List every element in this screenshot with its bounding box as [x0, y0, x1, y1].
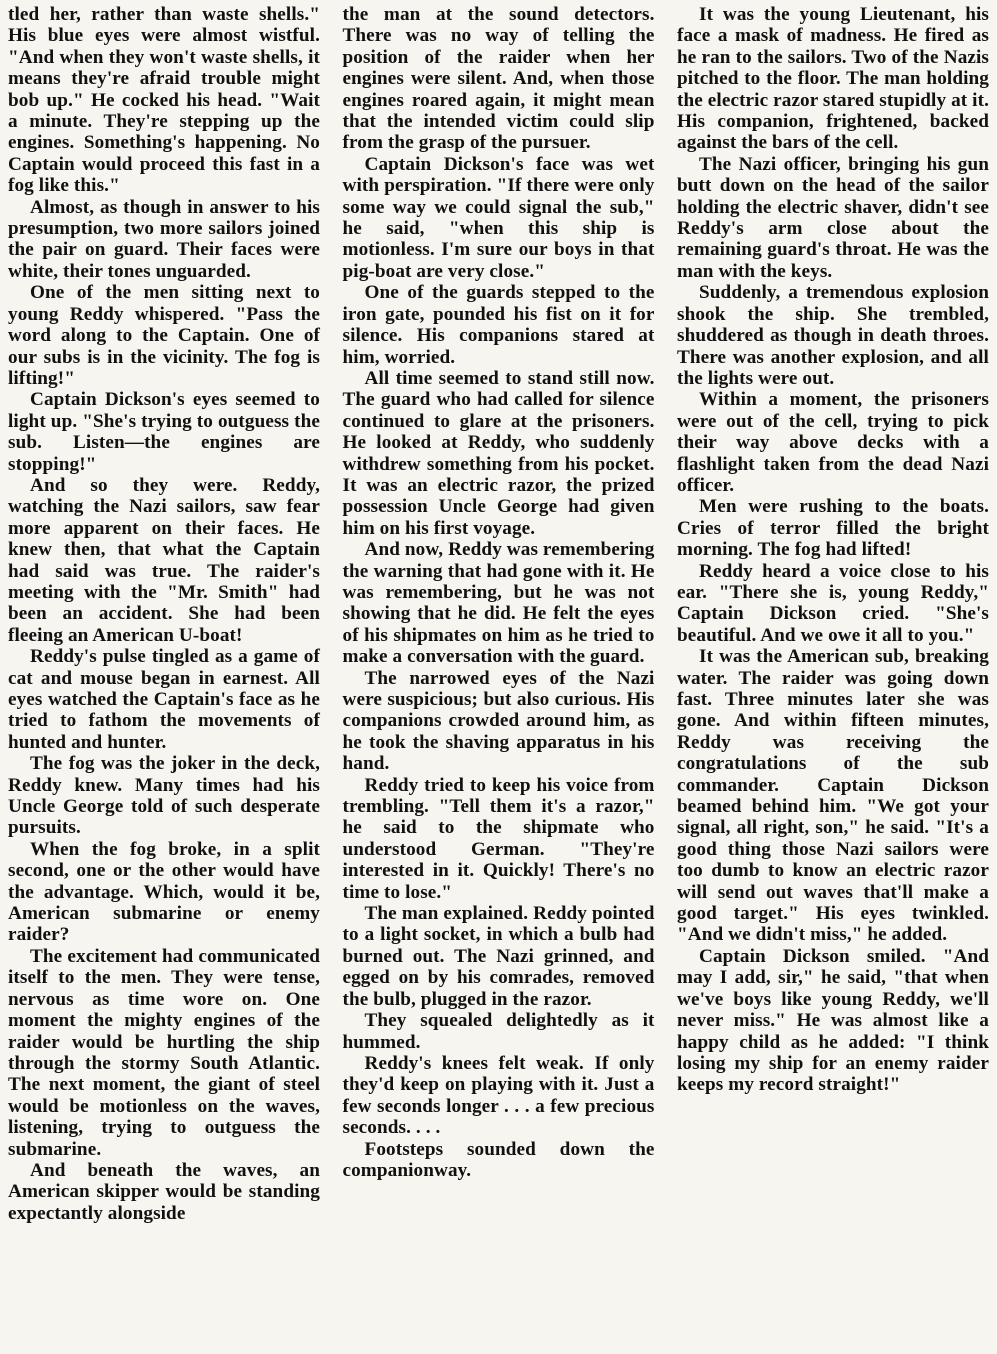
paragraph: The Nazi officer, bringing his gun butt down on the head of the sailor holding the electric shaver, didn't see Reddy's arm close about the remaining guard's throat. He was the man with the keys. [677, 153, 989, 282]
paragraph: Footsteps sounded down the companionway. [342, 1138, 655, 1181]
paragraph: The fog was the joker in the deck, Reddy knew. Many times had his Uncle George told of such desperate pursuits. [8, 753, 320, 839]
paragraph: One of the men sitting next to young Reddy whispered. "Pass the word along to the Captain. One of our subs is in the vicinity. The fog is lifting!" [8, 282, 320, 389]
paragraph: the man at the sound detectors. There was no way of telling the position of the raider when her engines were silent. And, when those engines roared again, it might mean that the intended victim could slip from the grasp of the pursuer. [342, 4, 655, 154]
paragraph: Captain Dickson's eyes seemed to light up. "She's trying to outguess the sub. Listen—the engines are stopping!" [8, 389, 320, 475]
text-column-3 [677, 4, 989, 1354]
paragraph: All time seemed to stand still now. The guard who had called for silence continued to glare at the prisoners. He looked at Reddy, who suddenly withdrew something from his pocket. It was an electric razor, the prized possession Uncle George had given him on his first voyage. [342, 367, 655, 539]
paragraph: And beneath the waves, an American skipper would be standing expectantly alongside [8, 1159, 320, 1224]
paragraph: tled her, rather than waste shells." His blue eyes were almost wistful. "And when they won't waste shells, it means they're afraid trouble might bob up." He cocked his head. "Wait a minute. They're stepping up the engines. Something's happening. No Captain would proceed this fast in a fog like this." [8, 4, 320, 197]
paragraph: One of the guards stepped to the iron gate, pounded his fist on it for silence. His companions stared at him, worried. [342, 282, 655, 368]
paragraph: Captain Dickson smiled. "And may I add, sir," he said, "that when we've boys like young Reddy, we'll never miss." He was almost like a happy child as he added: "I think losing my ship for an enemy raider keeps my record straight!" [677, 945, 989, 1096]
paragraph: Captain Dickson's face was wet with perspiration. "If there were only some way we could signal the sub," he said, "when this ship is motionless. I'm sure our boys in that pig-boat are very close." [342, 153, 655, 282]
paragraph: Reddy's pulse tingled as a game of cat and mouse began in earnest. All eyes watched the Captain's face as he tried to fathom the movements of hunted and hunter. [8, 646, 320, 753]
paragraph: The narrowed eyes of the Nazi were suspicious; but also curious. His companions crowded around him, as he took the shaving apparatus in his hand. [342, 667, 655, 775]
paragraph: Reddy heard a voice close to his ear. "There she is, young Reddy," Captain Dickson cried. "She's beautiful. And we owe it all to you." [677, 560, 989, 646]
paragraph: Suddenly, a tremendous explosion shook the ship. She trembled, shuddered as though in death throes. There was another explosion, and all the lights were out. [677, 282, 989, 389]
paragraph: And now, Reddy was remembering the warning that had gone with it. He was remembering, but he was not showing that he did. He felt the eyes of his shipmates on him as he tried to make a conversation with the guard. [342, 539, 655, 668]
paragraph: Reddy's knees felt weak. If only they'd keep on playing with it. Just a few seconds longer . . . a few precious seconds. . . . [342, 1052, 655, 1139]
paragraph: The excitement had communicated itself to the men. They were tense, nervous as time wore on. One moment the mighty engines of the raider would be hurtling the ship through the stormy South Atlantic. The next moment, the giant of steel would be motionless on the waves, listening, trying to outguess the submarine. [8, 945, 320, 1160]
paragraph: The man explained. Reddy pointed to a light socket, in which a bulb had burned out. The Nazi grinned, and egged on by his comrades, removed the bulb, plugged in the razor. [342, 903, 655, 1010]
paragraph: And so they were. Reddy, watching the Nazi sailors, saw fear more apparent on their faces. He knew then, that what the Captain had said was true. The raider's meeting with the "Mr. Smith" had been an accident. She had been fleeing an American U-boat! [8, 474, 320, 646]
text-column-2 [343, 4, 655, 1354]
text-column-1 [8, 4, 320, 1354]
paragraph: Reddy tried to keep his voice from trembling. "Tell them it's a razor," he said to the shipmate who understood German. "They're interested in it. Quickly! There's no time to lose." [342, 774, 655, 903]
paragraph: It was the American sub, breaking water. The raider was going down fast. Three minutes later she was gone. And within fifteen minutes, Reddy was receiving the congratulations of the sub commander. Captain Dickson beamed behind him. "We got your signal, all right, son," he said. "It's a good thing those Nazi sailors were too dumb to know an electric razor will send out waves that'll make a good target." His eyes twinkled. "And we didn't miss," he added. [677, 646, 989, 946]
paragraph: Men were rushing to the boats. Cries of terror filled the bright morning. The fog had lifted! [677, 496, 989, 561]
paragraph: They squealed delightedly as it hummed. [342, 1010, 655, 1053]
paragraph: Almost, as though in answer to his presumption, two more sailors joined the pair on guard. Their faces were white, their tones unguarded. [8, 196, 320, 282]
paragraph: Within a moment, the prisoners were out of the cell, trying to pick their way above decks with a flashlight taken from the dead Nazi officer. [677, 389, 989, 496]
paragraph: It was the young Lieutenant, his face a mask of madness. He fired as he ran to the sailors. Two of the Nazis pitched to the floor. The man holding the electric razor stared stupidly at it. His companion, frightened, backed against the bars of the cell. [677, 4, 989, 154]
paragraph: When the fog broke, in a split second, one or the other would have the advantage. Which, would it be, American submarine or enemy raider? [8, 838, 320, 946]
